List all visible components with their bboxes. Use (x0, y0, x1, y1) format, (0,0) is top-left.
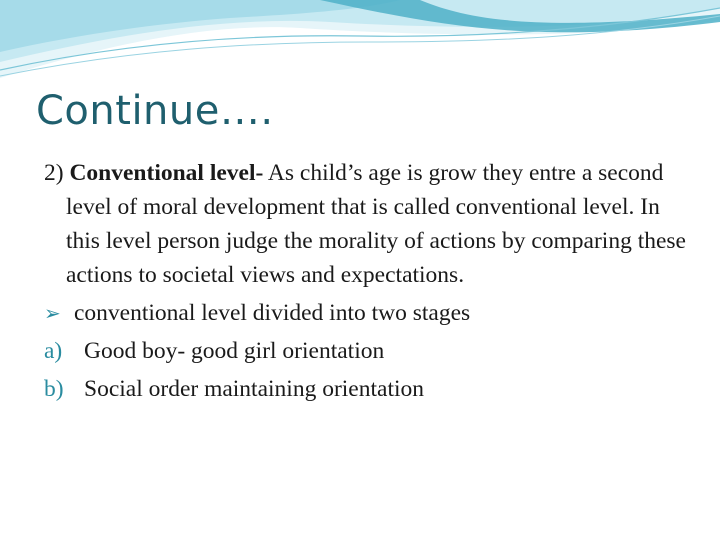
slide-body (44, 156, 694, 406)
stage-marker: a) (44, 338, 63, 364)
stage-marker: b) (44, 376, 64, 402)
stage-text: Good boy- good girl orientation (84, 338, 385, 364)
item-heading: Conventional level- (69, 160, 264, 186)
stage-item-a (44, 334, 694, 368)
bullet-item (44, 296, 694, 330)
item-text: As child’s age is grow they entre a second level of moral development that is called conventional level. In this level person judge the morality of actions by comparing these actions to societal views and expectations. (66, 160, 686, 288)
stage-text: Social order maintaining orientation (84, 376, 425, 402)
numbered-item (44, 156, 694, 292)
stage-item-b (44, 372, 694, 406)
slide-title: Continue…. (36, 88, 274, 134)
arrow-bullet-icon: ➢ (44, 301, 61, 325)
bullet-text: conventional level divided into two stages (74, 300, 471, 326)
item-number: 2) (44, 160, 64, 186)
header-wave-decoration (0, 0, 720, 90)
